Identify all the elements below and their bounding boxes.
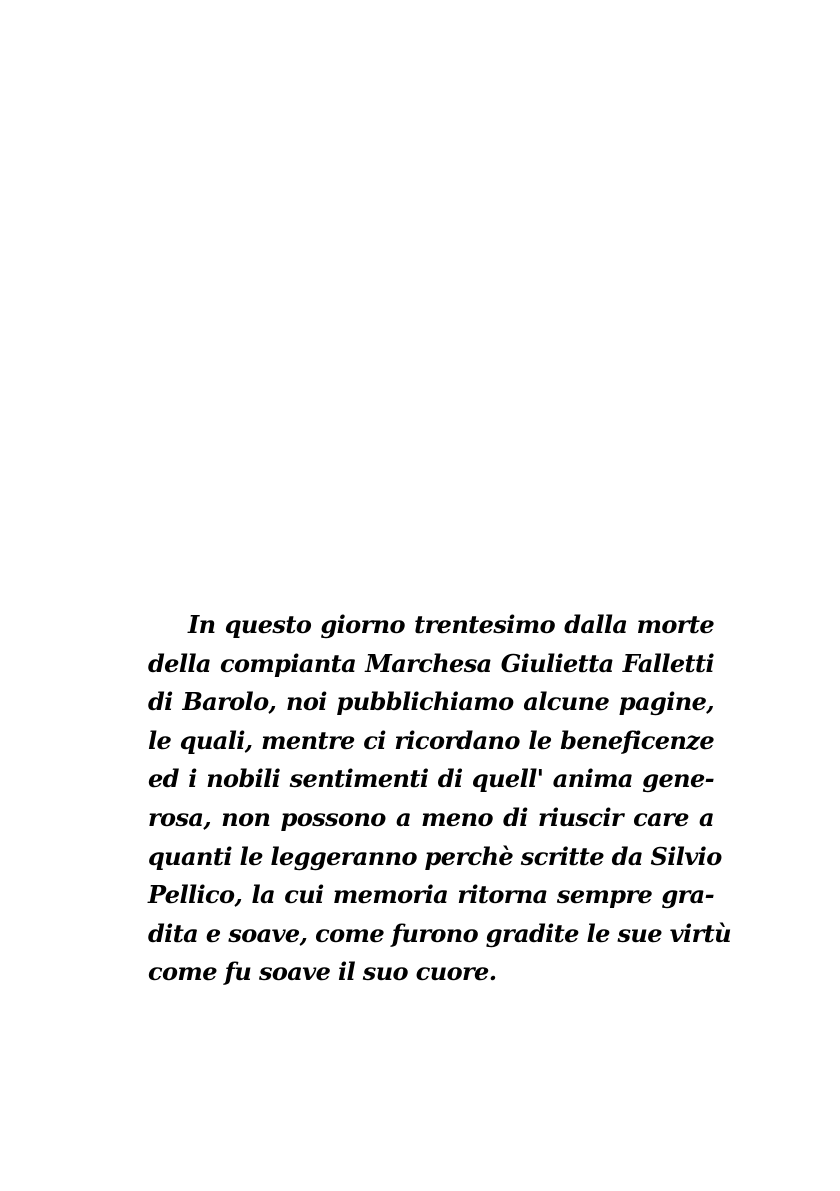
text-line: Pellico, la cui memoria ritorna sempre gra- [148,880,714,910]
text-line: di Barolo, noi pubblichiamo alcune pagine, [148,687,714,717]
text-line: quanti le leggeranno perchè scritte da Silvio [148,841,722,871]
text-line: dita e soave, come furono gradite le sue virtù [148,918,731,948]
text-line: come fu soave il suo cuore. [148,957,497,987]
text-line: ed i nobili sentimenti di quell' anima gene- [148,764,714,794]
text-line: le quali, mentre ci ricordano le beneficenze [148,725,714,755]
text-line: In questo giorno trentesimo dalla morte [188,610,714,639]
text-line: della compianta Marchesa Giulietta Falletti [148,648,714,678]
body-paragraph [148,606,731,992]
text-line: rosa, non possono a meno di riuscir care a [148,802,714,832]
